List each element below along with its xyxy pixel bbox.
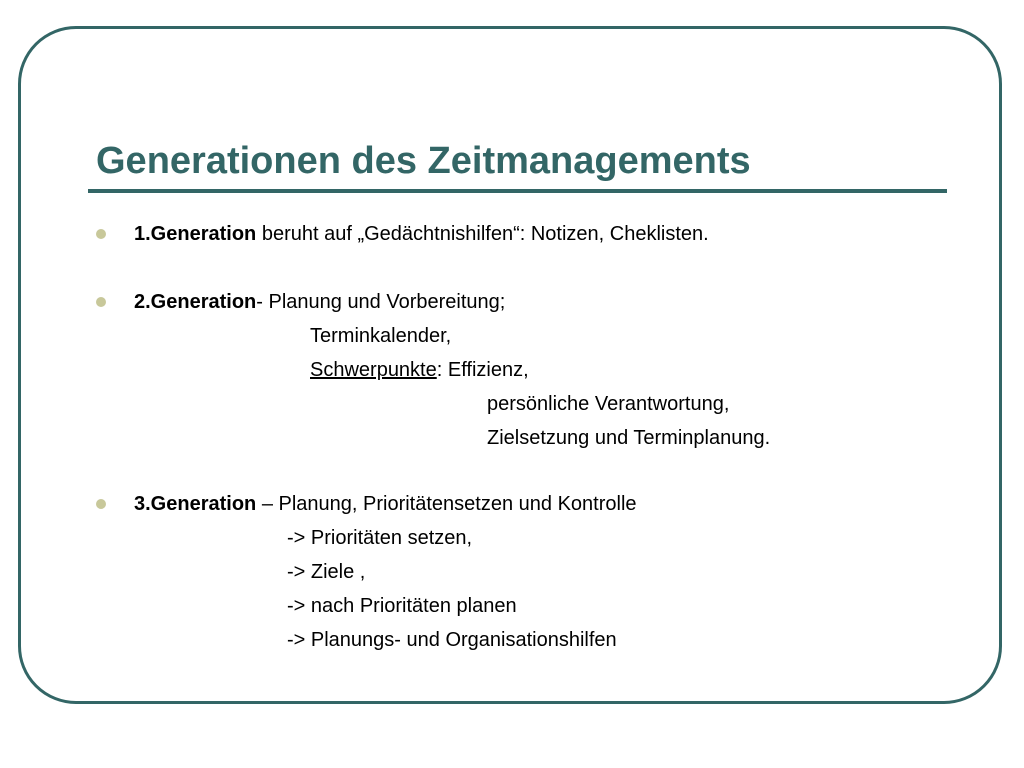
generation-3-sub-4: -> Planungs- und Organisationshilfen [287,629,617,651]
schwerpunkte-text: : Effizienz, [436,359,529,381]
generation-3-heading: 3.Generation [134,493,257,515]
slide-title: Generationen des Zeitmanagements [96,140,751,182]
bullet-item-3 [134,492,637,516]
generation-3-text: – Planung, Prioritätensetzen und Kontrolle [256,493,637,515]
bullet-dot-1 [96,229,106,239]
title-underline [88,189,947,193]
generation-1-heading: 1.Generation [134,223,257,245]
generation-3-sub-3: -> nach Prioritäten planen [287,595,517,617]
schwerpunkte-label: Schwerpunkte [310,359,437,381]
generation-2-sub-4: Zielsetzung und Terminplanung. [487,427,771,449]
generation-2-sub-1: Terminkalender, [310,325,452,347]
generation-3-sub-1: -> Prioritäten setzen, [287,527,473,549]
generation-2-heading: 2.Generation [134,291,257,313]
bullet-item-1 [134,222,709,246]
generation-2-text: - Planung und Vorbereitung; [256,291,506,313]
generation-1-text: beruht auf „Gedächtnishilfen“: Notizen, Cheklisten. [256,223,709,245]
generation-2-sub-3: persönliche Verantwortung, [487,393,730,415]
generation-2-sub-2 [310,358,529,382]
bullet-dot-2 [96,297,106,307]
bullet-item-2 [134,290,505,314]
bullet-dot-3 [96,499,106,509]
generation-3-sub-2: -> Ziele , [287,561,366,583]
